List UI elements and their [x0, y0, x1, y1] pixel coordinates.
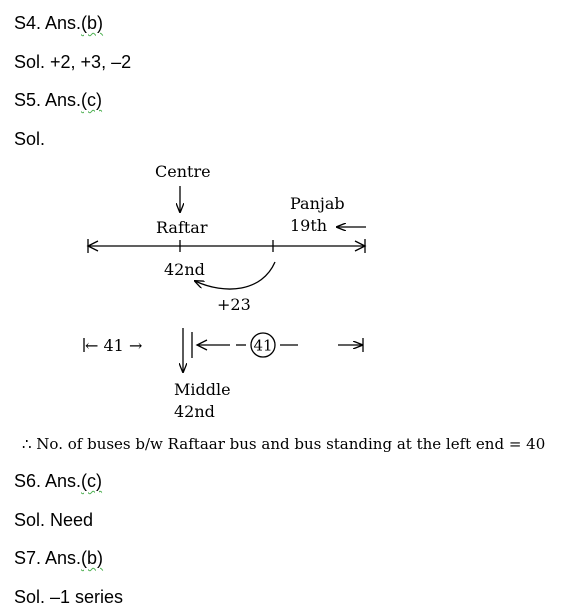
panjab-label: Panjab	[290, 194, 345, 213]
s5-answer-line	[14, 89, 102, 111]
conclusion-text: ∴ No. of buses b/w Raftaar bus and bus standing at the left end = 40	[22, 435, 546, 453]
s6-solution-line: Sol. Need	[14, 510, 94, 530]
jump-label: +23	[217, 295, 251, 314]
s4-label: S4. Ans.	[14, 13, 82, 33]
s5-label: S5. Ans.	[14, 90, 82, 110]
s7-answer: (b)	[81, 548, 104, 568]
s6-answer: (c)	[81, 471, 103, 491]
s4-answer: (b)	[81, 13, 104, 33]
s6-label: S6. Ans.	[14, 471, 82, 491]
left-count-label: ← 41 →	[85, 336, 143, 355]
middle-label: Middle	[174, 380, 231, 399]
panjab-position-label: 19th	[290, 216, 328, 235]
s7-answer-line	[14, 547, 103, 569]
s7-label: S7. Ans.	[14, 548, 82, 568]
right-count-label: 41	[253, 336, 273, 355]
s7-solution-line: Sol. –1 series	[14, 587, 124, 607]
bus-position-diagram	[0, 150, 583, 430]
s4-answer-line	[14, 12, 103, 34]
s5-answer: (c)	[81, 90, 103, 110]
s5-solution-line: Sol.	[14, 129, 46, 149]
centre-label: Centre	[155, 162, 211, 181]
jump-curved-arrow	[195, 262, 275, 289]
s4-solution-line: Sol. +2, +3, –2	[14, 52, 132, 72]
s6-answer-line	[14, 470, 102, 492]
middle-position-label: 42nd	[174, 402, 215, 421]
raftar-label: Raftar	[156, 218, 208, 237]
raftar-position-label: 42nd	[164, 260, 205, 279]
